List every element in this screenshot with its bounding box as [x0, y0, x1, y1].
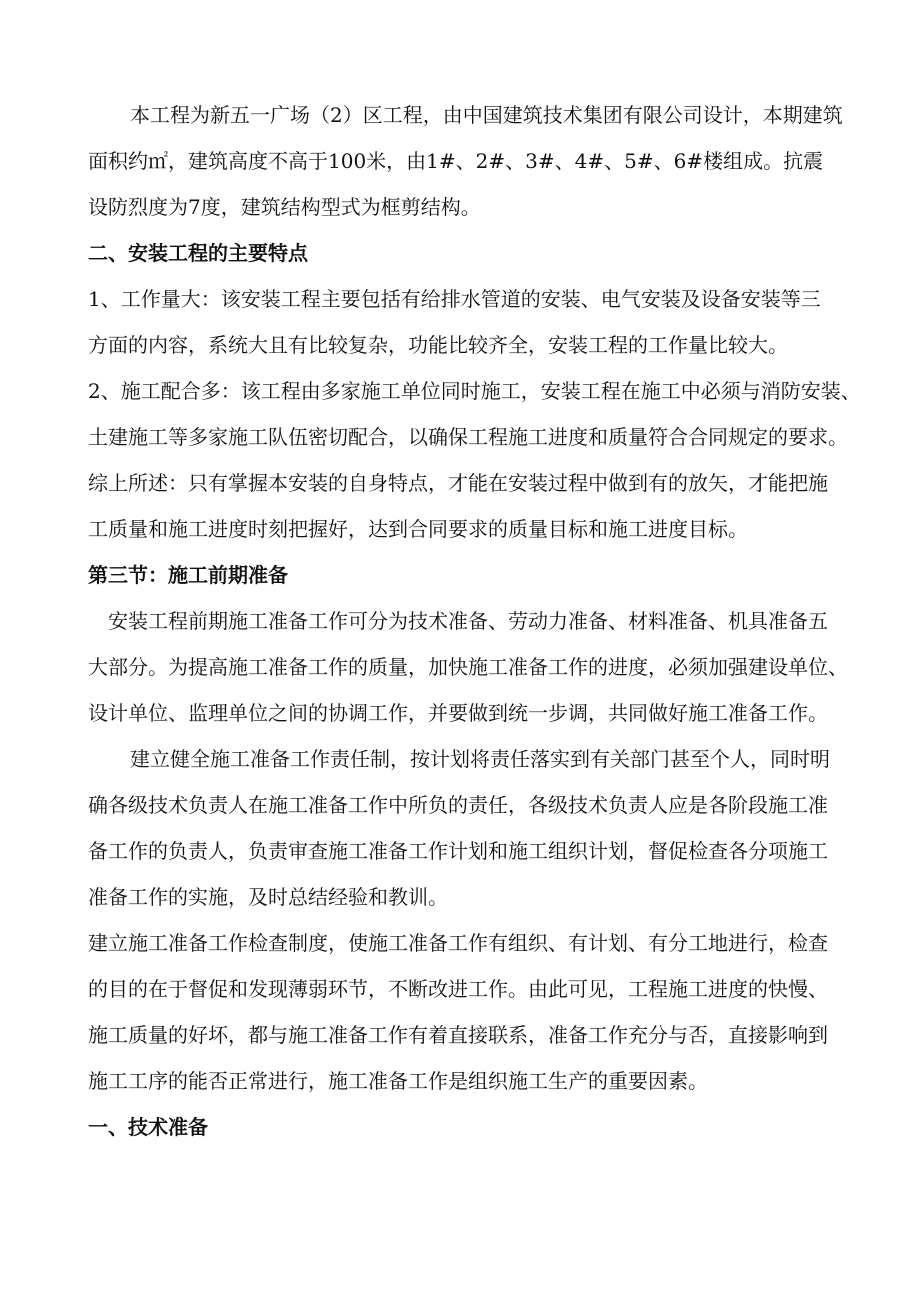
- paragraph-line: 备工作的负责人，负责审查施工准备工作计划和施工组织计划，督促检查各分项施工: [88, 839, 828, 863]
- paragraph-line: 设防烈度为7度，建筑结构型式为框剪结构。: [88, 195, 481, 219]
- paragraph-line: 安装工程前期施工准备工作可分为技术准备、劳动力准备、材料准备、机具准备五: [108, 609, 828, 633]
- paragraph-line: 工质量和施工进度时刻把握好，达到合同要求的质量目标和施工进度目标。: [88, 517, 748, 541]
- paragraph-line: 施工工序的能否正常进行，施工准备工作是组织施工生产的重要因素。: [88, 1069, 708, 1093]
- paragraph-line: 建立施工准备工作检查制度，使施工准备工作有组织、有计划、有分工地进行，检查: [88, 931, 828, 955]
- paragraph-line: 综上所述：只有掌握本安装的自身特点，才能在安装过程中做到有的放矢，才能把施: [88, 471, 828, 495]
- section-heading: 一、技术准备: [88, 1115, 208, 1139]
- paragraph-line: 面积约㎡，建筑高度不高于100米，由1#、2#、3#、4#、5#、6#楼组成。抗震: [88, 149, 824, 173]
- paragraph-line: 方面的内容，系统大且有比较复杂，功能比较齐全，安装工程的工作量比较大。: [88, 333, 788, 357]
- paragraph-line: 确各级技术负责人在施工准备工作中所负的责任，各级技术负责人应是各阶段施工准: [88, 793, 828, 817]
- section-heading: 第三节：施工前期准备: [88, 563, 288, 587]
- paragraph-line: 土建施工等多家施工队伍密切配合，以确保工程施工进度和质量符合合同规定的要求。: [88, 425, 848, 449]
- paragraph-line: 准备工作的实施，及时总结经验和教训。: [88, 885, 448, 909]
- paragraph-line: 设计单位、监理单位之间的协调工作，并要做到统一步调，共同做好施工准备工作。: [88, 701, 828, 725]
- paragraph-line: 1、工作量大：该安装工程主要包括有给排水管道的安装、电气安装及设备安装等三: [88, 287, 821, 311]
- document-page: [88, 92, 861, 1150]
- paragraph-line: 建立健全施工准备工作责任制，按计划将责任落实到有关部门甚至个人，同时明: [130, 747, 830, 771]
- paragraph-line: 本工程为新五一广场（2）区工程，由中国建筑技术集团有限公司设计，本期建筑: [130, 103, 843, 127]
- paragraph-line: 2、施工配合多：该工程由多家施工单位同时施工，安装工程在施工中必须与消防安装、: [88, 379, 861, 403]
- paragraph-line: 施工质量的好坏，都与施工准备工作有着直接联系，准备工作充分与否，直接影响到: [88, 1023, 828, 1047]
- paragraph-line: 大部分。为提高施工准备工作的质量，加快施工准备工作的进度，必须加强建设单位、: [88, 655, 848, 679]
- section-heading: 二、安装工程的主要特点: [88, 241, 308, 265]
- paragraph-line: 的目的在于督促和发现薄弱环节，不断改进工作。由此可见，工程施工进度的快慢、: [88, 977, 828, 1001]
